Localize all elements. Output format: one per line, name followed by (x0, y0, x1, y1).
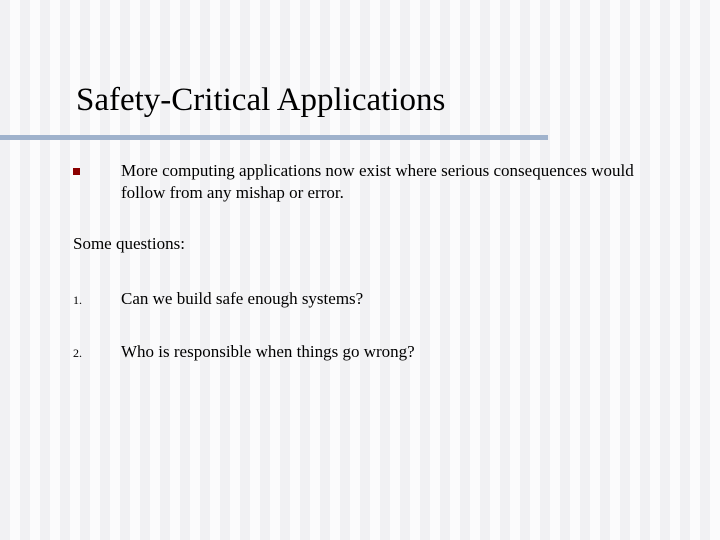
question-item (0, 341, 720, 365)
bullet-text: More computing applications now exist where serious consequences would follow from any mishap or error. (121, 161, 634, 202)
questions-heading: Some questions: (73, 234, 185, 253)
question-number: 2. (73, 346, 82, 360)
question-number: 1. (73, 293, 82, 307)
question-text: Who is responsible when things go wrong? (121, 342, 415, 361)
square-bullet-icon (73, 168, 80, 175)
question-text: Can we build safe enough systems? (121, 289, 364, 308)
slide-title: Safety-Critical Applications (76, 82, 446, 118)
question-item (0, 288, 720, 312)
title-divider (0, 135, 548, 140)
